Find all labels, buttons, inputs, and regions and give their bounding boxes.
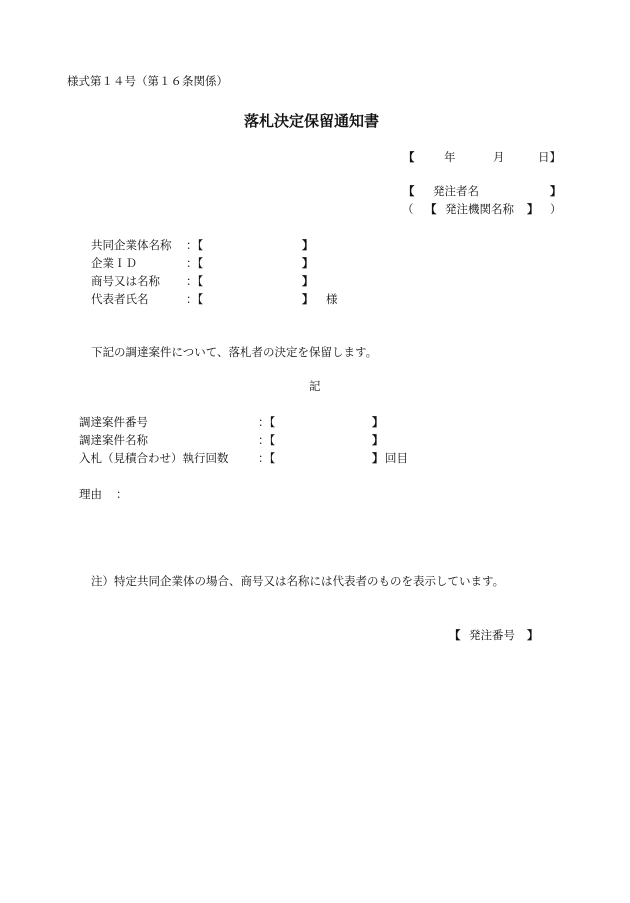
- recipient-sep-representative: ：【: [186, 292, 204, 306]
- detail-close-case-name: 】: [372, 433, 384, 447]
- order-number-open-bracket: 【: [449, 628, 461, 642]
- recipient-sep-trade-name: ：【: [186, 274, 204, 288]
- recipient-sep-company-id: ：【: [186, 256, 204, 270]
- detail-label-bid-rounds: 入札（見積合わせ）執行回数: [79, 451, 229, 465]
- recipient-honorific: 様: [326, 292, 338, 306]
- recipient-label-company-id: 企業ＩＤ: [91, 256, 137, 270]
- recipient-label-jv-name: 共同企業体名称: [91, 238, 172, 252]
- detail-sep-case-name: ：【: [258, 433, 276, 447]
- detail-label-case-number: 調達案件番号: [79, 415, 148, 429]
- date-month: 月: [493, 150, 505, 164]
- footnote: 注）特定共同企業体の場合、商号又は名称には代表者のものを表示しています。: [91, 574, 505, 588]
- document-title: 落札決定保留通知書: [244, 112, 380, 130]
- issuer-close-bracket: 】: [550, 184, 562, 198]
- date-open-bracket: 【: [403, 150, 415, 164]
- recipient-label-trade-name: 商号又は名称: [91, 274, 160, 288]
- recipient-close-representative: 】: [302, 292, 314, 306]
- ki-mark: 記: [309, 379, 321, 393]
- detail-close-bid-rounds: 】: [372, 451, 384, 465]
- detail-sep-case-number: ：【: [258, 415, 276, 429]
- order-number-close-bracket: 】: [527, 628, 539, 642]
- recipient-close-company-id: 】: [302, 256, 314, 270]
- detail-sep-bid-rounds: ：【: [258, 451, 276, 465]
- recipient-sep-jv-name: ：【: [186, 238, 204, 252]
- date-year: 年: [444, 150, 456, 164]
- recipient-close-trade-name: 】: [302, 274, 314, 288]
- reason-sep: ：: [116, 487, 128, 501]
- agency-name-label: 発注機関名称: [445, 202, 514, 216]
- detail-suffix-bid-rounds: 回目: [385, 451, 408, 465]
- issuer-name-label: 発注者名: [433, 184, 479, 198]
- form-number: 様式第１４号（第１６条関係）: [67, 74, 228, 88]
- issuer-open-bracket: 【: [403, 184, 415, 198]
- recipient-label-representative: 代表者氏名: [91, 292, 149, 306]
- reason-label: 理由: [79, 487, 102, 501]
- detail-label-case-name: 調達案件名称: [79, 433, 148, 447]
- order-number-label: 発注番号: [469, 628, 515, 642]
- agency-open-paren: （: [402, 202, 414, 216]
- agency-open-bracket: 【: [425, 202, 437, 216]
- date-day: 日】: [538, 150, 561, 164]
- recipient-close-jv-name: 】: [302, 238, 314, 252]
- body-text: 下記の調達案件について、落札者の決定を保留します。: [91, 345, 378, 359]
- detail-close-case-number: 】: [372, 415, 384, 429]
- agency-close-bracket: 】: [527, 202, 539, 216]
- agency-close-paren: ）: [550, 202, 562, 216]
